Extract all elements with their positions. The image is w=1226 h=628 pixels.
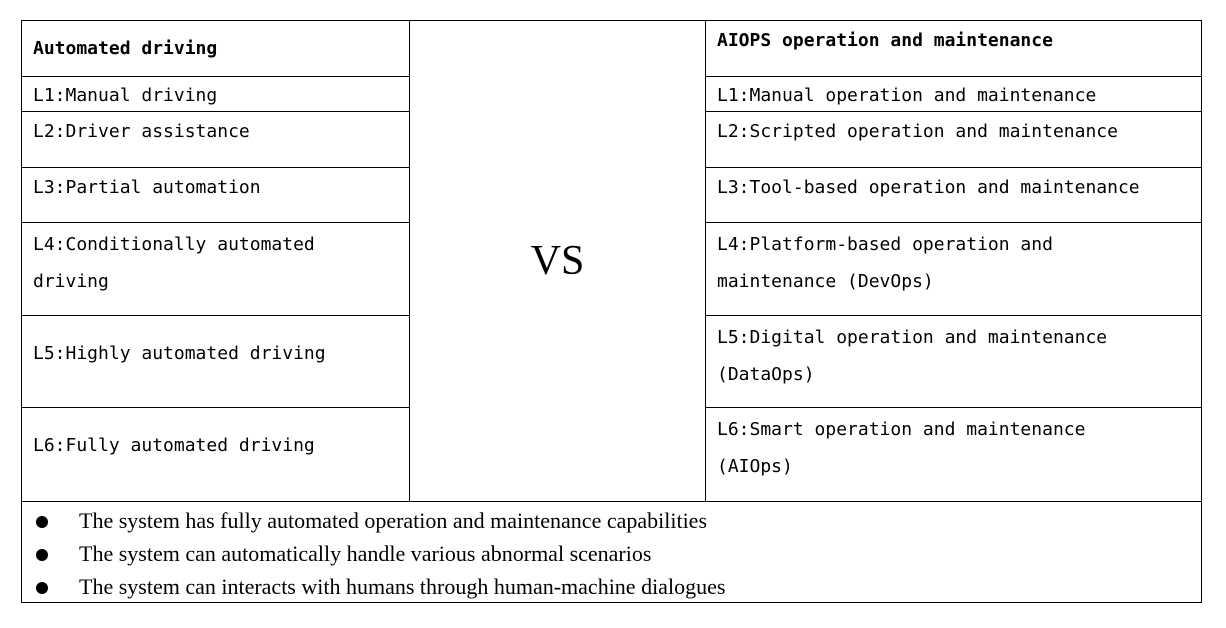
list-item-text: The system can interacts with humans through human-machine dialogues xyxy=(79,574,726,599)
left-row-l1: L1:Manual driving xyxy=(22,77,409,112)
left-row-l6: L6:Fully automated driving xyxy=(33,435,315,456)
bullet-icon xyxy=(36,582,48,594)
right-row-l5: L5:Digital operation and maintenance (DataOps) xyxy=(706,316,1201,408)
left-row-l2: L2:Driver assistance xyxy=(22,112,409,168)
list-item xyxy=(22,538,1201,571)
left-row-l4: L4:Conditionally automated driving xyxy=(22,223,409,316)
bullet-icon xyxy=(36,549,48,561)
list-item-text: The system can automatically handle various abnormal scenarios xyxy=(79,541,652,566)
capabilities-list xyxy=(22,501,1201,602)
left-row-l3: L3:Partial automation xyxy=(22,168,409,223)
right-row-l2: L2:Scripted operation and maintenance xyxy=(706,112,1201,168)
automated-driving-column xyxy=(22,21,410,501)
list-item xyxy=(22,505,1201,538)
right-row-l3: L3:Tool-based operation and maintenance xyxy=(706,168,1201,223)
list-item xyxy=(22,571,1201,604)
left-header: Automated driving xyxy=(22,21,409,77)
list-item-text: The system has fully automated operation and maintenance capabilities xyxy=(79,508,708,533)
left-row-l5: L5:Highly automated driving xyxy=(22,316,409,408)
right-row-l1: L1:Manual operation and maintenance xyxy=(706,77,1201,112)
vs-label: VS xyxy=(530,238,585,284)
right-header: AIOPS operation and maintenance xyxy=(706,21,1201,77)
right-row-l4: L4:Platform-based operation and maintenance (DevOps) xyxy=(706,223,1201,316)
right-row-l6: L6:Smart operation and maintenance (AIOps) xyxy=(717,419,1097,477)
bullet-icon xyxy=(36,516,48,528)
comparison-table xyxy=(21,20,1202,603)
aiops-column xyxy=(705,21,1201,501)
